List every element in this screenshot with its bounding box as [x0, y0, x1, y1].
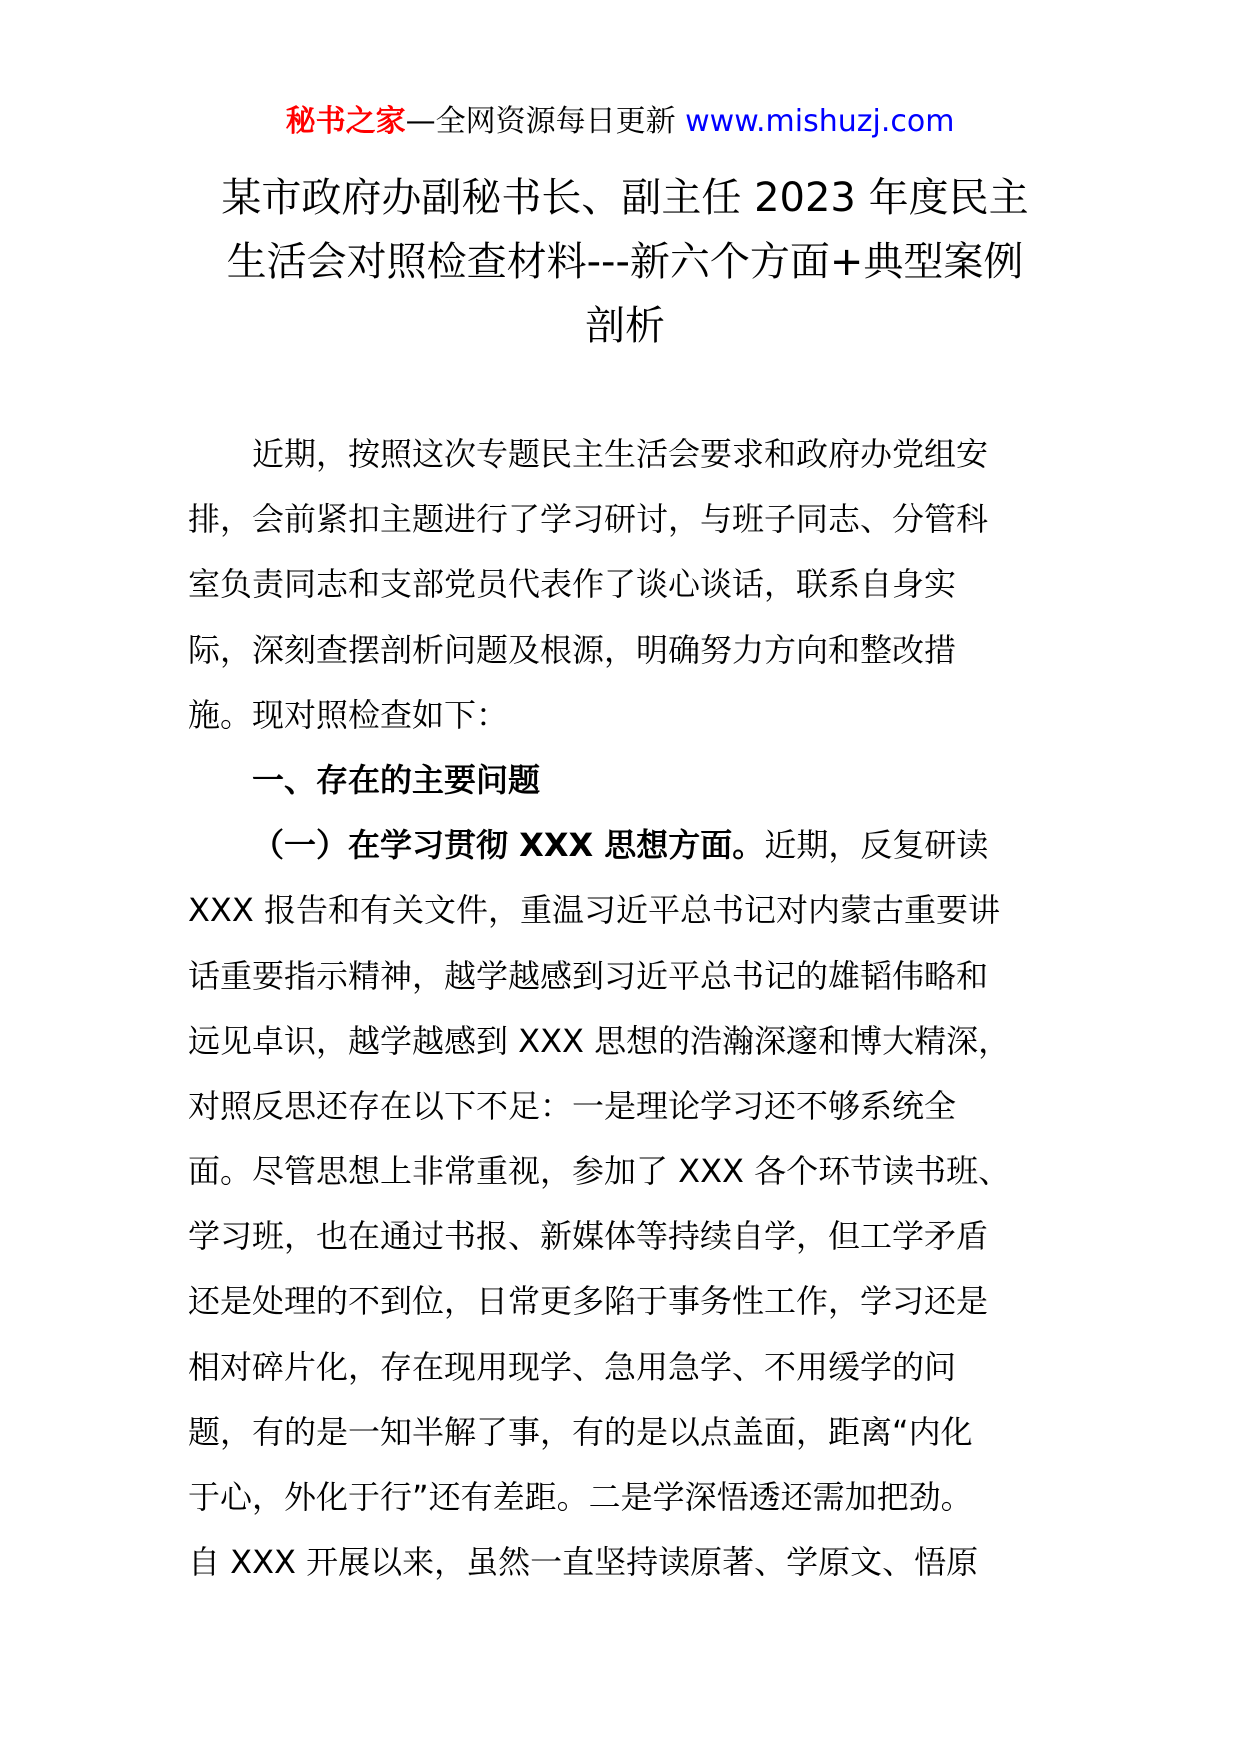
subsection-paragraph: [188, 813, 1060, 1595]
title-line: 剖析: [585, 303, 665, 349]
text-line: 话重要指示精神，越学越感到习近平总书记的雄韬伟略和: [188, 956, 989, 995]
text-line: 远见卓识，越学越感到 XXX 思想的浩瀚深邃和博大精深，: [188, 1021, 1011, 1060]
text-line: 室负责同志和支部党员代表作了谈心谈话，联系自身实: [188, 565, 957, 604]
header-tagline: —全网资源每日更新: [405, 104, 686, 139]
text-line: [188, 813, 1060, 878]
text-line: 际，深刻查摆剖析问题及根源，明确努力方向和整改措: [188, 630, 957, 669]
brand-name: 秘书之家: [285, 104, 406, 139]
text-line: 相对碎片化，存在现用现学、急用急学、不用缓学的问: [188, 1347, 957, 1386]
text-line: 还是处理的不到位，日常更多陷于事务性工作，学习还是: [188, 1282, 989, 1321]
text-line: 自 XXX 开展以来，虽然一直坚持读原著、学原文、悟原: [188, 1543, 979, 1582]
text-line: XXX 报告和有关文件，重温习近平总书记对内蒙古重要讲: [188, 891, 1000, 930]
intro-paragraph: [188, 422, 1060, 748]
text-line: 于心，外化于行”还有差距。二是学深悟透还需加把劲。: [188, 1478, 973, 1516]
text-fragment: 近期，反复研读: [764, 826, 989, 865]
text-line: 题，有的是一知半解了事，有的是以点盖面，距离“内化: [188, 1412, 973, 1451]
text-line: 学习班，也在通过书报、新媒体等持续自学，但工学矛盾: [188, 1217, 989, 1256]
title-line: 某市政府办副秘书长、副主任 2023 年度民主: [221, 175, 1029, 221]
section-heading: 一、存在的主要问题: [252, 760, 541, 799]
document-body: [188, 422, 1060, 1595]
subsection-heading: （一）在学习贯彻 XXX 思想方面。: [252, 826, 765, 865]
document-title: [190, 166, 1060, 358]
text-line: 对照反思还存在以下不足：一是理论学习还不够系统全: [188, 1086, 957, 1125]
text-line: 面。尽管思想上非常重视，参加了 XXX 各个环节读书班、: [188, 1152, 1011, 1191]
text-line: 施。现对照检查如下：: [188, 695, 509, 734]
site-url-link[interactable]: www.mishuzj.com: [685, 104, 955, 139]
text-line: 近期，按照这次专题民主生活会要求和政府办党组安: [252, 435, 989, 473]
site-header: [0, 100, 1240, 144]
title-line: 生活会对照检查材料---新六个方面+典型案例: [226, 239, 1024, 285]
text-line: 排，会前紧扣主题进行了学习研讨，与班子同志、分管科: [188, 500, 989, 539]
